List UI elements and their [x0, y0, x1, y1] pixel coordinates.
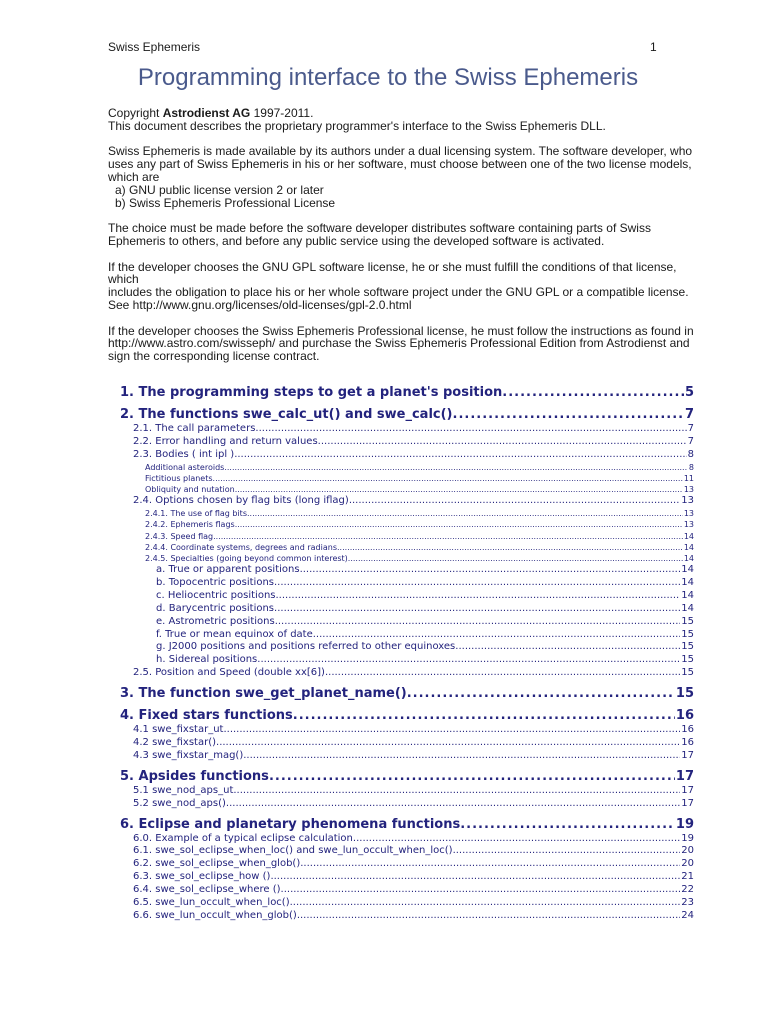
toc-entry[interactable]: [120, 473, 694, 484]
toc-entry[interactable]: [120, 616, 694, 629]
toc-entry-title: 5.1 swe_nod_aps_ut: [133, 784, 234, 796]
toc-entry-title: 6.1. swe_sol_eclipse_when_loc() and swe_lun_occult_when_loc(): [133, 845, 453, 857]
toc-dot-leader: [235, 484, 683, 495]
describes-line: This document describes the proprietary programmer's interface to the Swiss Ephemeris DLL.: [108, 118, 606, 133]
toc-entry-page: 17: [681, 797, 694, 809]
toc-entry-title: 2.4.2. Ephemeris flags: [145, 520, 235, 530]
gpl-line: includes the obligation to place his or her whole software project under the GNU GPL or a compatible license.: [108, 285, 689, 300]
toc-entry-page: 13: [683, 520, 694, 530]
toc-dot-leader: [257, 654, 680, 667]
toc-entry-title: h. Sidereal positions: [156, 654, 258, 666]
toc-entry-title: 6.6. swe_lun_occult_when_glob(): [133, 909, 297, 921]
toc-dot-leader: [293, 707, 675, 724]
toc-entry-page: 15: [681, 628, 694, 640]
toc-entry-page: 14: [681, 564, 694, 576]
toc-dot-leader: [318, 436, 687, 449]
license-intro-line: Swiss Ephemeris is made available by its authors under a dual licensing system. The software developer, who: [108, 144, 693, 159]
toc-entry[interactable]: [120, 833, 694, 846]
toc-entry-title: a. True or apparent positions: [156, 564, 300, 576]
toc-entry[interactable]: [120, 654, 694, 667]
toc-dot-leader: [213, 531, 683, 542]
toc-entry[interactable]: [120, 384, 694, 401]
toc-entry[interactable]: [120, 519, 694, 530]
toc-entry-page: 16: [675, 708, 694, 724]
toc-entry-title: e. Astrometric positions: [156, 615, 275, 627]
toc-dot-leader: [269, 768, 675, 785]
toc-entry[interactable]: [120, 724, 694, 737]
toc-entry[interactable]: [120, 641, 694, 654]
toc-entry-title: 6.3. swe_sol_eclipse_how (): [133, 871, 271, 883]
toc-entry[interactable]: [120, 737, 694, 750]
toc-dot-leader: [300, 858, 680, 871]
toc-entry-page: 15: [675, 686, 694, 702]
toc-entry-page: 19: [675, 816, 694, 832]
choice-line: Ephemeris to others, and before any public service using the developed software is activated.: [108, 233, 605, 248]
toc-entry[interactable]: [120, 685, 694, 702]
toc-entry-page: 13: [681, 495, 694, 507]
toc-entry-title: 4.1 swe_fixstar_ut: [133, 724, 224, 736]
toc-entry[interactable]: [120, 667, 694, 680]
toc-entry-page: 7: [687, 435, 694, 447]
pro-link-line: http://www.astro.com/swisseph/ and purchase the Swiss Ephemeris Professional Edition from Astrodienst and: [108, 336, 690, 351]
toc-entry-page: 21: [681, 871, 694, 883]
toc-entry-title: 5.2 swe_nod_aps(): [133, 797, 226, 809]
toc-entry-title: 2. The functions swe_calc_ut() and swe_calc(): [120, 407, 453, 422]
toc-entry-title: 3. The function swe_get_planet_name(): [120, 686, 407, 702]
toc-entry-page: 20: [681, 845, 694, 857]
toc-entry-title: b. Topocentric positions: [156, 576, 274, 588]
toc-dot-leader: [216, 737, 680, 750]
toc-entry-page: 19: [681, 832, 694, 844]
toc-dot-leader: [407, 685, 675, 702]
toc-entry[interactable]: [120, 423, 694, 436]
toc-entry[interactable]: [120, 798, 694, 811]
toc-entry[interactable]: [120, 603, 694, 616]
toc-dot-leader: [281, 884, 681, 897]
toc-entry[interactable]: [120, 785, 694, 798]
toc-entry[interactable]: [120, 577, 694, 590]
toc-entry[interactable]: [120, 531, 694, 542]
toc-dot-leader: [453, 845, 681, 858]
toc-entry-page: 17: [681, 749, 694, 761]
toc-entry[interactable]: [120, 449, 694, 462]
toc-entry[interactable]: [120, 629, 694, 642]
toc-dot-leader: [297, 910, 680, 923]
toc-entry-title: 2.4. Options chosen by flag bits (long iflag): [133, 495, 349, 507]
toc-entry[interactable]: [120, 884, 694, 897]
choice-line: The choice must be made before the software developer distributes software containing parts of Swiss: [108, 221, 651, 236]
toc-dot-leader: [290, 897, 681, 910]
toc-entry[interactable]: [120, 495, 694, 508]
toc-dot-leader: [233, 785, 680, 798]
toc-entry-title: Obliquity and nutation: [145, 485, 235, 495]
toc-dot-leader: [223, 724, 680, 737]
toc-entry-title: 4.3 swe_fixstar_mag(): [133, 749, 244, 761]
toc-entry[interactable]: [120, 768, 694, 785]
toc-dot-leader: [325, 667, 680, 680]
toc-dot-leader: [274, 577, 680, 590]
toc-dot-leader: [337, 542, 683, 553]
toc-entry[interactable]: [120, 590, 694, 603]
toc-entry[interactable]: [120, 564, 694, 577]
toc-dot-leader: [353, 833, 680, 846]
toc-entry-title: 6.0. Example of a typical eclipse calculation: [133, 832, 353, 844]
toc-entry-title: 4. Fixed stars functions: [120, 708, 293, 724]
toc-entry-title: g. J2000 positions and positions referred to other equinoxes: [156, 641, 456, 653]
toc-dot-leader: [348, 553, 683, 564]
toc-entry[interactable]: [120, 462, 694, 473]
toc-entry-page: 15: [681, 615, 694, 627]
toc-entry-title: f. True or mean equinox of date: [156, 628, 313, 640]
toc-entry-page: 8: [687, 448, 694, 460]
toc-entry[interactable]: [120, 750, 694, 763]
toc-dot-leader: [275, 616, 681, 629]
toc-entry[interactable]: [120, 910, 694, 923]
page-number: 1: [650, 40, 657, 54]
toc-entry[interactable]: [120, 707, 694, 724]
toc-dot-leader: [274, 603, 680, 616]
toc-dot-leader: [234, 449, 686, 462]
toc-entry-page: 20: [681, 858, 694, 870]
company-name: Astrodienst AG: [162, 106, 251, 120]
license-intro-line: uses any part of Swiss Ephemeris in his or her software, must choose between one of the two license models,: [108, 157, 692, 172]
toc-entry-page: 22: [681, 884, 694, 896]
toc-entry-title: 1. The programming steps to get a planet's position: [120, 385, 503, 400]
toc-entry-title: Additional asteroids: [145, 462, 225, 472]
toc-dot-leader: [349, 495, 680, 508]
toc-entry[interactable]: [120, 816, 694, 833]
toc-entry-page: 16: [681, 724, 694, 736]
toc-dot-leader: [455, 641, 680, 654]
toc-entry-page: 7: [684, 407, 694, 422]
copyright-line: Copyright Astrodienst AG 1997-2011.: [108, 106, 314, 120]
toc-entry[interactable]: [120, 484, 694, 495]
toc-entry-page: 13: [683, 485, 694, 495]
toc-dot-leader: [247, 508, 683, 519]
toc-entry-title: c. Heliocentric positions: [156, 589, 276, 601]
toc-entry[interactable]: [120, 858, 694, 871]
toc-entry-title: d. Barycentric positions: [156, 602, 275, 614]
toc-entry-title: 5. Apsides functions: [120, 768, 269, 784]
toc-dot-leader: [453, 406, 684, 423]
toc-entry-page: 14: [683, 553, 694, 563]
toc-entry-page: 7: [687, 423, 694, 434]
toc-entry[interactable]: [120, 845, 694, 858]
toc-entry-page: 14: [683, 542, 694, 552]
toc-dot-leader: [300, 564, 681, 577]
toc-entry-title: 2.1. The call parameters: [133, 423, 256, 434]
toc-dot-leader: [270, 871, 680, 884]
toc-dot-leader: [313, 629, 681, 642]
running-header: Swiss Ephemeris: [108, 40, 201, 54]
toc-entry[interactable]: [120, 508, 694, 519]
toc-entry-title: 2.4.4. Coordinate systems, degrees and radians: [145, 542, 337, 552]
toc-entry-page: 8: [688, 462, 694, 472]
gpl-line: If the developer chooses the GNU GPL software license, he or she must fulfill the conditions of that license, which: [108, 259, 677, 287]
toc-entry-page: 15: [681, 641, 694, 653]
toc-entry[interactable]: [120, 553, 694, 564]
toc-entry-title: 2.5. Position and Speed (double xx[6]): [133, 667, 325, 679]
toc-entry-page: 14: [681, 576, 694, 588]
toc-entry-page: 14: [683, 531, 694, 541]
toc-dot-leader: [255, 423, 686, 436]
toc-entry[interactable]: [120, 436, 694, 449]
toc-entry-title: 2.2. Error handling and return values: [133, 435, 318, 447]
toc-dot-leader: [460, 816, 675, 833]
toc-entry-title: 2.3. Bodies ( int ipl ): [133, 448, 235, 460]
table-of-contents: [120, 384, 694, 923]
toc-entry-page: 24: [681, 909, 694, 921]
toc-dot-leader: [224, 462, 688, 473]
toc-dot-leader: [276, 590, 681, 603]
toc-dot-leader: [235, 519, 683, 530]
toc-dot-leader: [213, 473, 683, 484]
pro-line: sign the corresponding license contract.: [108, 349, 320, 364]
license-intro-line: which are: [108, 169, 160, 184]
toc-entry[interactable]: [120, 406, 694, 423]
toc-entry-page: 15: [681, 654, 694, 666]
license-option-b: b) Swiss Ephemeris Professional License: [115, 195, 336, 210]
document-title: Programming interface to the Swiss Ephemeris: [137, 64, 639, 91]
toc-entry-title: 6.5. swe_lun_occult_when_loc(): [133, 896, 290, 908]
toc-entry-page: 13: [683, 509, 694, 519]
toc-entry-title: 2.4.3. Speed flag: [145, 531, 214, 541]
toc-dot-leader: [502, 384, 684, 401]
license-option-a: a) GNU public license version 2 or later: [115, 182, 324, 197]
gpl-link-line: See http://www.gnu.org/licenses/old-licenses/gpl-2.0.html: [108, 297, 412, 312]
toc-entry-title: 4.2 swe_fixstar(): [133, 736, 217, 748]
pro-line: If the developer chooses the Swiss Ephemeris Professional license, he must follow the instructions as found in: [108, 323, 694, 338]
toc-entry-title: 2.4.1. The use of flag bits: [145, 509, 247, 519]
toc-entry-title: 6.2. swe_sol_eclipse_when_glob(): [133, 858, 301, 870]
toc-entry[interactable]: [120, 897, 694, 910]
toc-entry-title: 6.4. swe_sol_eclipse_where (): [133, 884, 281, 896]
toc-entry-title: Fictitious planets: [145, 473, 213, 483]
toc-entry-page: 16: [681, 736, 694, 748]
toc-entry[interactable]: [120, 871, 694, 884]
toc-entry-page: 23: [681, 896, 694, 908]
toc-entry-page: 14: [681, 602, 694, 614]
intro-text: [108, 107, 708, 363]
toc-entry-page: 14: [681, 589, 694, 601]
toc-entry-page: 11: [683, 473, 694, 483]
toc-entry-title: 6. Eclipse and planetary phenomena functions: [120, 816, 461, 832]
toc-dot-leader: [226, 798, 680, 811]
toc-entry-page: 15: [681, 667, 694, 679]
toc-entry-page: 17: [675, 768, 694, 784]
toc-entry-title: 2.4.5. Specialties (going beyond common interest): [145, 553, 348, 563]
toc-entry-page: 5: [684, 385, 694, 400]
toc-entry[interactable]: [120, 542, 694, 553]
toc-entry-page: 17: [681, 784, 694, 796]
toc-dot-leader: [243, 750, 680, 763]
